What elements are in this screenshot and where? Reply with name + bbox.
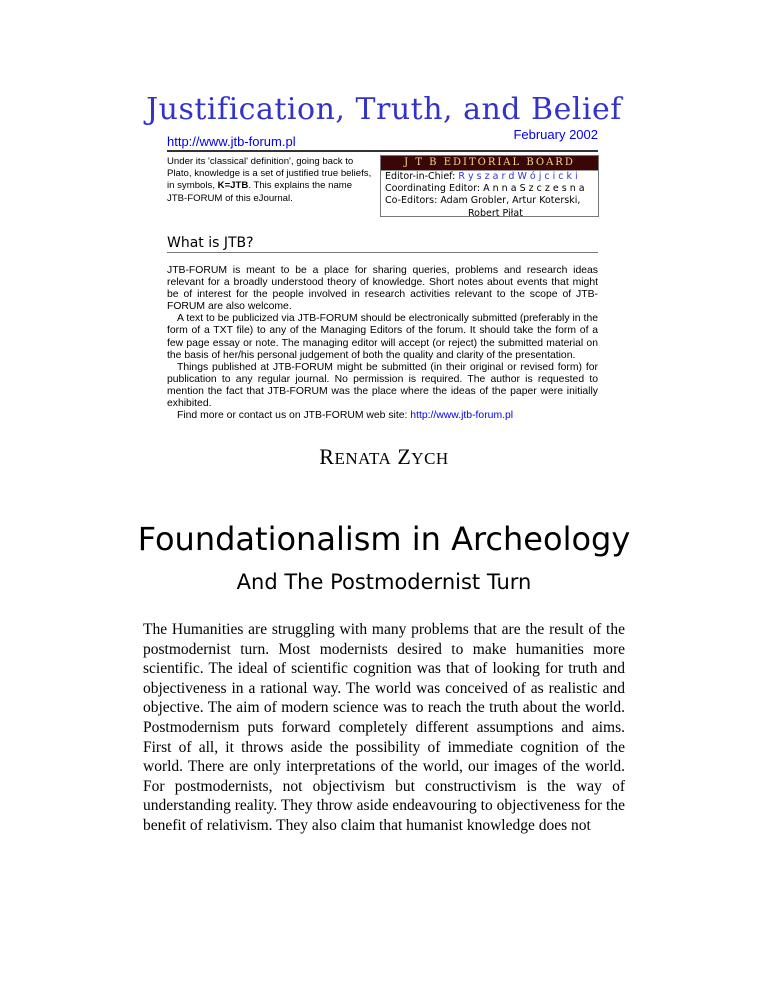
about-section-text xyxy=(167,265,598,422)
author-first-rest: ENATA xyxy=(334,449,392,468)
co-editors-label: Co-Editors: xyxy=(385,195,441,207)
contact-link[interactable]: http://www.jtb-forum.pl xyxy=(410,410,514,422)
intro-text-a: Under its 'classical' definition', going back to Plato, knowledge is a set of justified true beliefs, in symbols, xyxy=(167,156,372,192)
editorial-board-header: J T B EDITORIAL BOARD xyxy=(381,156,598,171)
about-paragraph-4 xyxy=(167,410,598,422)
journal-title: Justification, Truth, and Belief xyxy=(146,92,622,127)
editor-in-chief-name: R y s z a r d W ó j c i c k i xyxy=(458,171,578,182)
section-divider xyxy=(167,252,598,253)
author-first-initial: R xyxy=(319,444,335,469)
author-name xyxy=(0,444,768,470)
intro-text-b: . This explains the name JTB-FORUM of this eJournal. xyxy=(167,180,353,204)
article-title: Foundationalism in Archeology xyxy=(137,520,631,558)
co-editors-names-2: Robert Piłat xyxy=(468,207,523,219)
editorial-board-box xyxy=(380,155,599,217)
co-editors-row xyxy=(381,195,598,207)
coordinating-editor-row xyxy=(381,183,598,195)
section-heading: What is JTB? xyxy=(167,235,254,251)
article-subtitle: And The Postmodernist Turn xyxy=(236,570,532,594)
header-divider xyxy=(167,150,598,152)
author-last-initial: Z xyxy=(397,444,412,469)
about-paragraph-3: Things published at JTB-FORUM might be submitted (in their original or revised form) for publication to any regular journal. No permission is required. The author is requested to mention the fact that JTB-FORUM was the place where the ideas of the paper were initially exhibited. xyxy=(167,361,598,410)
editor-in-chief-row xyxy=(381,171,598,183)
about-paragraph-2: A text to be publicized via JTB-FORUM should be electronically submitted (preferably in the form of a TXT file) to any of the Managing Editors of the forum. It should take the form of a few page essay or note. The managing editor will accept (or reject) the submitted material on the basis of her/his personal judgement of both the quality and clarity of the presentation. xyxy=(167,313,598,361)
about-paragraph-1: JTB-FORUM is meant to be a place for sharing queries, problems and research ideas relevant for a broadly understood theory of knowledge. Short notes about events that might be of interest for the people involved in research activities relevant to the scope of JTB-FORUM are also welcome. xyxy=(167,265,598,313)
coordinating-editor-label: Coordinating Editor: xyxy=(385,183,484,195)
co-editors-row-2 xyxy=(381,208,598,220)
intro-formula: K=JTB xyxy=(217,180,249,192)
co-editors-names-1: Adam Grobler, Artur Koterski, xyxy=(440,195,581,207)
journal-url-link[interactable]: http://www.jtb-forum.pl xyxy=(167,134,296,149)
contact-text: Find more or contact us on JTB-FORUM web site: xyxy=(177,410,411,422)
issue-date: February 2002 xyxy=(513,127,598,142)
coordinating-editor-name: A n n a S z c z e s n a xyxy=(483,183,585,195)
author-last-rest: YCH xyxy=(411,449,449,468)
article-body-paragraph: The Humanities are struggling with many problems that are the result of the postmodernist turn. Most modernists desired to make humanities more scientific. The ideal of scientific cognition was that of looking for truth and objectiveness in a rational way. The world was conceived of as realistic and objective. The aim of modern science was to reach the truth about the world. Postmodernism puts forward completely different assumptions and aims. First of all, it throws aside the possibility of immediate cognition of the world. There are only interpretations of the world, our images of the world. For postmodernists, not objectivism but constructivism is the way of understanding reality. They throw aside endeavouring to objectiveness for the benefit of relativism. They also claim that humanist knowledge does not xyxy=(143,621,625,834)
editor-in-chief-label: Editor-in-Chief: xyxy=(385,171,459,182)
intro-note xyxy=(167,156,372,205)
